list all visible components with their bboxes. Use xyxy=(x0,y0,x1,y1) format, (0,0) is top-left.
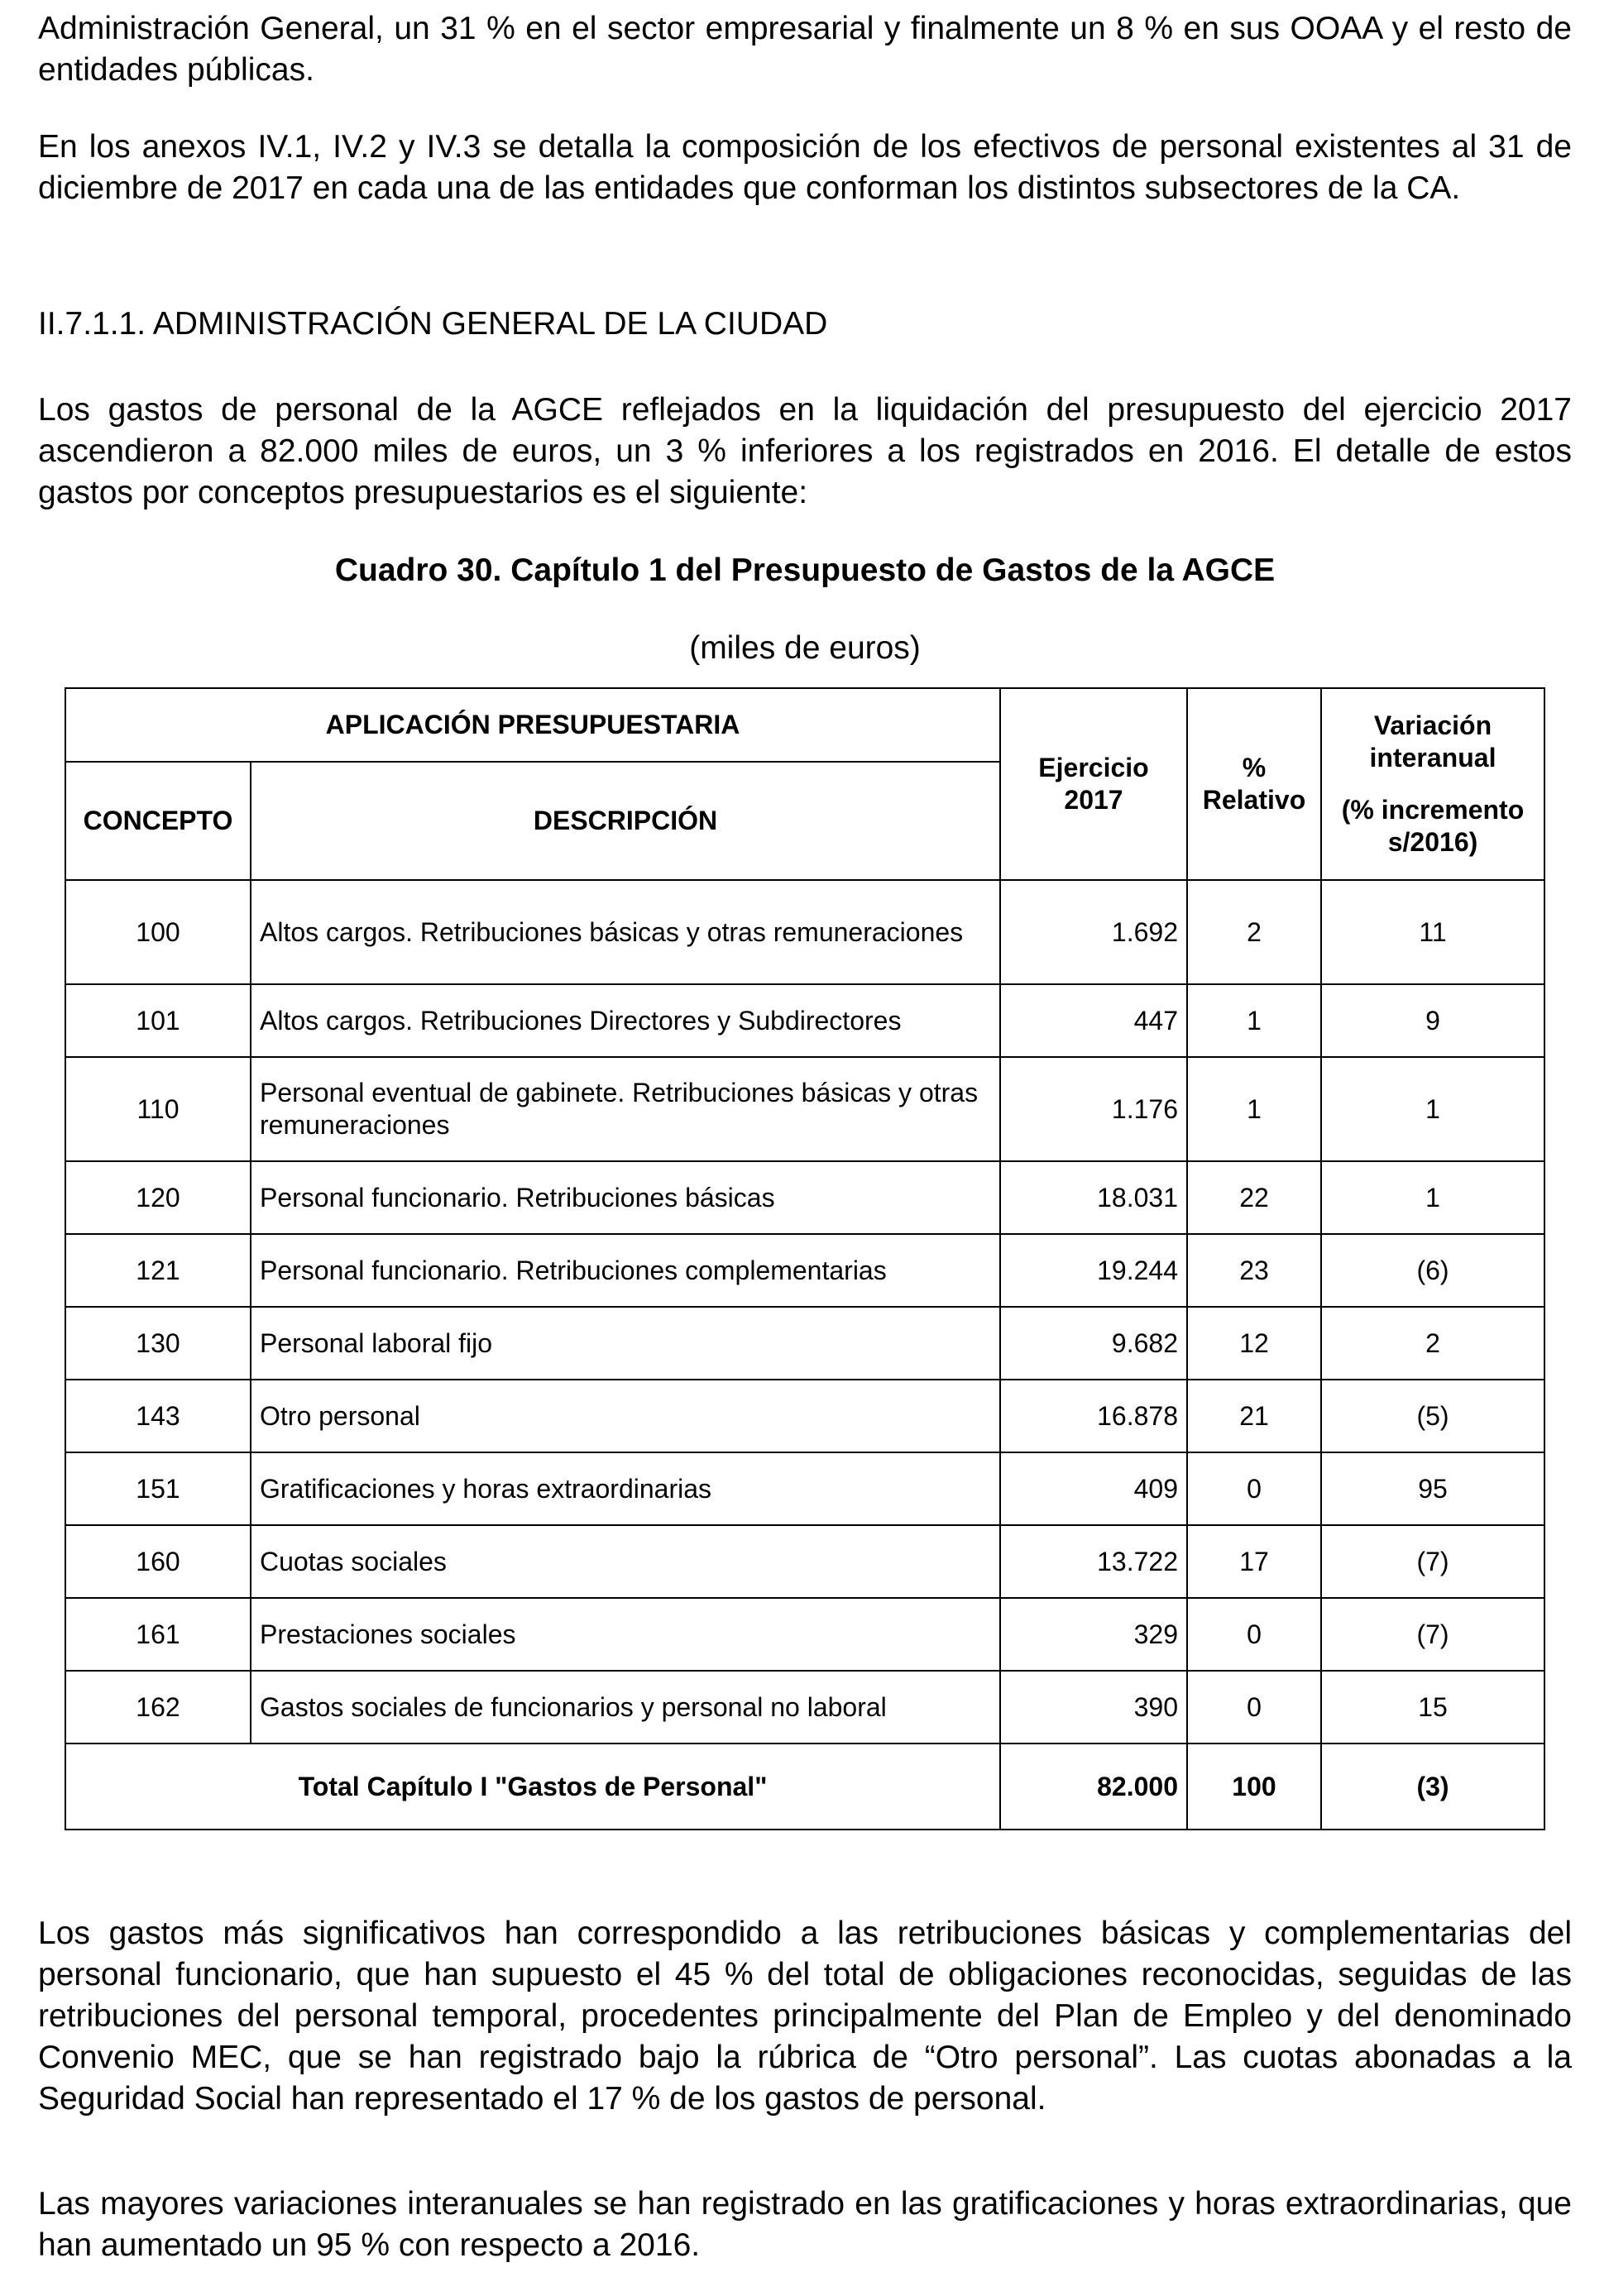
table-row xyxy=(65,1452,1544,1525)
cell-concepto: 162 xyxy=(65,1671,251,1744)
cell-concepto: 110 xyxy=(65,1057,251,1161)
cell-variacion: 95 xyxy=(1321,1452,1544,1525)
cell-ejercicio: 19.244 xyxy=(1000,1234,1187,1307)
cell-variacion: 2 xyxy=(1321,1307,1544,1380)
cell-variacion: (7) xyxy=(1321,1525,1544,1598)
header-variacion-cell xyxy=(1321,688,1544,880)
header-variacion-sub: (% incremento s/2016) xyxy=(1341,795,1525,857)
header-variacion: Variación interanual xyxy=(1369,710,1496,773)
paragraph-significativos: Los gastos más significativos han correspondido a las retribuciones básicas y complementarias del personal funcionario, que han supuesto el 45 % del total de obligaciones reconocidas, seguidas de las retribuciones del personal temporal, procedentes principalmente del Plan de Empleo y del denominado Convenio MEC, que se han registrado bajo la rúbrica de “Otro personal”. Las cuotas abonadas a la Seguridad Social han representado el 17 % de los gastos de personal. xyxy=(38,1916,1572,2117)
header-aplicacion: APLICACIÓN PRESUPUESTARIA xyxy=(65,688,1000,762)
cell-ejercicio: 409 xyxy=(1000,1452,1187,1525)
paragraph-anexos: En los anexos IV.1, IV.2 y IV.3 se detalla la composición de los efectivos de personal existentes al 31 de diciembre de 2017 en cada una de las entidades que conforman los distintos subsectores de la CA. xyxy=(38,129,1572,206)
cell-variacion: (5) xyxy=(1321,1380,1544,1452)
header-ejercicio: Ejercicio 2017 xyxy=(1000,688,1187,880)
cell-descripcion: Altos cargos. Retribuciones básicas y otras remuneraciones xyxy=(251,880,1000,984)
cell-ejercicio: 18.031 xyxy=(1000,1161,1187,1234)
total-ejercicio: 82.000 xyxy=(1000,1744,1187,1830)
cell-variacion: (6) xyxy=(1321,1234,1544,1307)
budget-table xyxy=(65,687,1545,1830)
table-row xyxy=(65,984,1544,1057)
cell-descripcion: Gastos sociales de funcionarios y personal no laboral xyxy=(251,1671,1000,1744)
table-row xyxy=(65,1380,1544,1452)
cell-relativo: 0 xyxy=(1187,1452,1321,1525)
table-caption: Cuadro 30. Capítulo 1 del Presupuesto de Gastos de la AGCE xyxy=(334,552,1276,588)
total-relativo: 100 xyxy=(1187,1744,1321,1830)
cell-concepto: 120 xyxy=(65,1161,251,1234)
cell-relativo: 12 xyxy=(1187,1307,1321,1380)
table-row xyxy=(65,1161,1544,1234)
cell-relativo: 2 xyxy=(1187,880,1321,984)
table-row xyxy=(65,1598,1544,1671)
table-row xyxy=(65,1057,1544,1161)
cell-concepto: 160 xyxy=(65,1525,251,1598)
cell-relativo: 0 xyxy=(1187,1671,1321,1744)
cell-ejercicio: 390 xyxy=(1000,1671,1187,1744)
table-total-row xyxy=(65,1744,1544,1830)
cell-relativo: 1 xyxy=(1187,1057,1321,1161)
cell-variacion: (7) xyxy=(1321,1598,1544,1671)
cell-descripcion: Personal eventual de gabinete. Retribuciones básicas y otras remuneraciones xyxy=(251,1057,1000,1161)
cell-relativo: 1 xyxy=(1187,984,1321,1057)
cell-variacion: 11 xyxy=(1321,880,1544,984)
cell-ejercicio: 13.722 xyxy=(1000,1525,1187,1598)
cell-concepto: 161 xyxy=(65,1598,251,1671)
cell-variacion: 15 xyxy=(1321,1671,1544,1744)
cell-concepto: 101 xyxy=(65,984,251,1057)
table-row xyxy=(65,1307,1544,1380)
section-heading: II.7.1.1. ADMINISTRACIÓN GENERAL DE LA CIUDAD xyxy=(38,306,828,342)
cell-relativo: 22 xyxy=(1187,1161,1321,1234)
cell-descripcion: Personal funcionario. Retribuciones básicas xyxy=(251,1161,1000,1234)
cell-ejercicio: 1.176 xyxy=(1000,1057,1187,1161)
total-variacion: (3) xyxy=(1321,1744,1544,1830)
total-label: Total Capítulo I "Gastos de Personal" xyxy=(65,1744,1000,1830)
cell-variacion: 1 xyxy=(1321,1057,1544,1161)
table-row xyxy=(65,1671,1544,1744)
cell-ejercicio: 329 xyxy=(1000,1598,1187,1671)
cell-descripcion: Otro personal xyxy=(251,1380,1000,1452)
cell-descripcion: Cuotas sociales xyxy=(251,1525,1000,1598)
cell-concepto: 121 xyxy=(65,1234,251,1307)
cell-relativo: 17 xyxy=(1187,1525,1321,1598)
cell-descripcion: Altos cargos. Retribuciones Directores y Subdirectores xyxy=(251,984,1000,1057)
cell-concepto: 151 xyxy=(65,1452,251,1525)
cell-concepto: 100 xyxy=(65,880,251,984)
table-unit: (miles de euros) xyxy=(689,630,921,666)
table-row xyxy=(65,1525,1544,1598)
cell-ejercicio: 447 xyxy=(1000,984,1187,1057)
paragraph-gastos: Los gastos de personal de la AGCE reflejados en la liquidación del presupuesto del ejercicio 2017 ascendieron a 82.000 miles de euros, un 3 % inferiores a los registrados en 2016. El detalle de estos gastos por conceptos presupuestarios es el siguiente: xyxy=(38,392,1572,510)
cell-relativo: 0 xyxy=(1187,1598,1321,1671)
cell-descripcion: Personal funcionario. Retribuciones complementarias xyxy=(251,1234,1000,1307)
cell-relativo: 23 xyxy=(1187,1234,1321,1307)
cell-variacion: 1 xyxy=(1321,1161,1544,1234)
cell-ejercicio: 16.878 xyxy=(1000,1380,1187,1452)
header-descripcion: DESCRIPCIÓN xyxy=(251,762,1000,880)
cell-concepto: 143 xyxy=(65,1380,251,1452)
table-row xyxy=(65,1234,1544,1307)
cell-descripcion: Gratificaciones y horas extraordinarias xyxy=(251,1452,1000,1525)
cell-variacion: 9 xyxy=(1321,984,1544,1057)
header-concepto: CONCEPTO xyxy=(65,762,251,880)
cell-ejercicio: 9.682 xyxy=(1000,1307,1187,1380)
header-relativo: % Relativo xyxy=(1187,688,1321,880)
paragraph-intro: Administración General, un 31 % en el sector empresarial y finalmente un 8 % en sus OOAA y el resto de entidades públicas. xyxy=(38,11,1572,88)
cell-relativo: 21 xyxy=(1187,1380,1321,1452)
table-row xyxy=(65,880,1544,984)
paragraph-variaciones: Las mayores variaciones interanuales se han registrado en las gratificaciones y horas extraordinarias, que han aumentado un 95 % con respecto a 2016. xyxy=(38,2186,1572,2263)
cell-descripcion: Personal laboral fijo xyxy=(251,1307,1000,1380)
cell-concepto: 130 xyxy=(65,1307,251,1380)
cell-ejercicio: 1.692 xyxy=(1000,880,1187,984)
cell-descripcion: Prestaciones sociales xyxy=(251,1598,1000,1671)
